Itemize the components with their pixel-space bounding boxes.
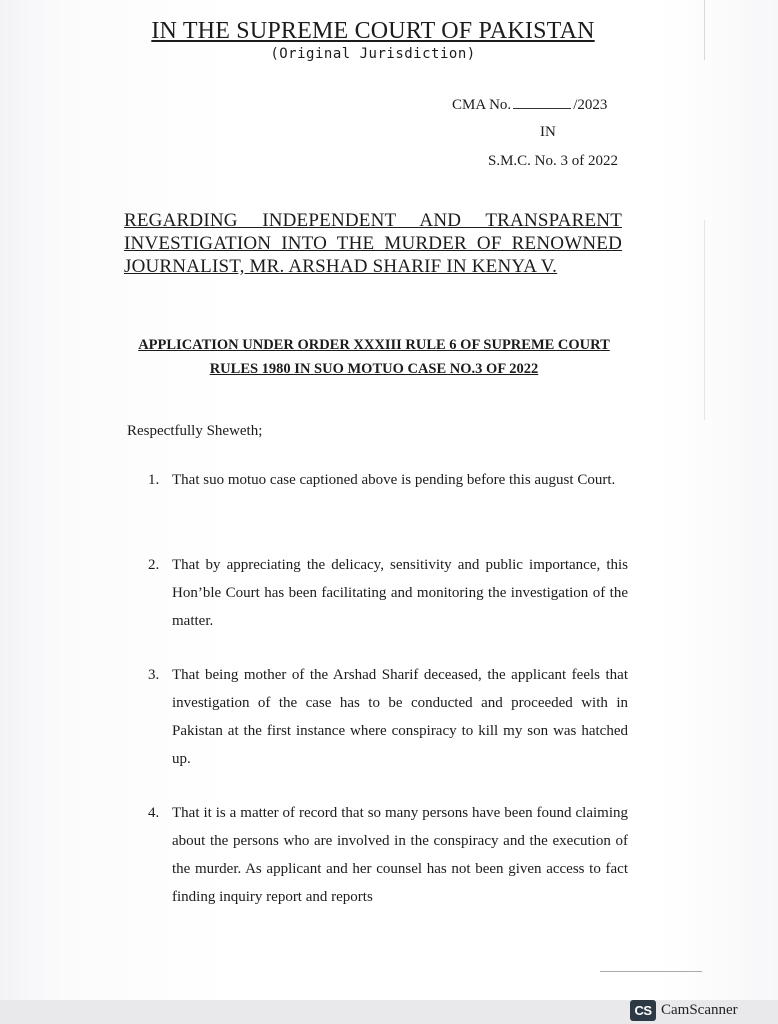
in-label: IN: [540, 124, 556, 140]
application-heading: [100, 333, 648, 381]
paragraph-3: [148, 661, 628, 773]
paragraph-number: 1.: [148, 472, 160, 488]
bottom-rule: [600, 971, 702, 972]
cma-blank: [513, 96, 571, 109]
paragraph-text: That it is a matter of record that so many persons have been found claiming about the persons who are involved in the conspiracy and the execution of the murder. As applicant and her counsel has not been given access to fact finding inquiry report and reports: [172, 805, 628, 905]
regarding-heading: REGARDING INDEPENDENT AND TRANSPARENT INVESTIGATION INTO THE MURDER OF RENOWNED JOURNALIST, MR. ARSHAD SHARIF IN KENYA V.: [124, 210, 622, 277]
court-title: IN THE SUPREME COURT OF PAKISTAN: [151, 18, 595, 44]
paragraph-text: That being mother of the Arshad Sharif deceased, the applicant feels that investigation of the case has to be conducted and proceeded with in Pakistan at the first instance where conspiracy to kill my son was hatched up.: [172, 667, 628, 767]
paragraph-2: [148, 551, 628, 635]
cma-number: [452, 96, 607, 114]
application-line: APPLICATION UNDER ORDER XXXIII RULE 6 OF SUPREME COURT: [138, 337, 610, 353]
jurisdiction-subtitle: (Original Jurisdiction): [270, 46, 476, 62]
paragraph-number: 3.: [148, 667, 160, 683]
paragraph-number: 4.: [148, 805, 160, 821]
paragraph-number: 2.: [148, 557, 160, 573]
cma-label: CMA No.: [452, 97, 512, 113]
camscanner-label: CamScanner: [661, 1002, 738, 1018]
application-line: RULES 1980 IN SUO MOTUO CASE NO.3 OF 2022: [209, 361, 539, 377]
cma-year: /2023: [573, 97, 608, 113]
page-edge: [704, 220, 705, 420]
paragraph-4: [148, 799, 628, 911]
paragraph-1: [148, 466, 628, 494]
case-reference: S.M.C. No. 3 of 2022: [488, 153, 619, 169]
camscanner-logo-icon: CS: [630, 1000, 656, 1021]
camscanner-watermark: [630, 1000, 738, 1021]
salutation: Respectfully Sheweth;: [127, 423, 263, 439]
paragraph-text: That by appreciating the delicacy, sensitivity and public importance, this Hon’ble Court has been facilitating and monitoring the investigation of the matter.: [172, 557, 628, 629]
paragraph-text: That suo motuo case captioned above is pending before this august Court.: [172, 472, 616, 488]
